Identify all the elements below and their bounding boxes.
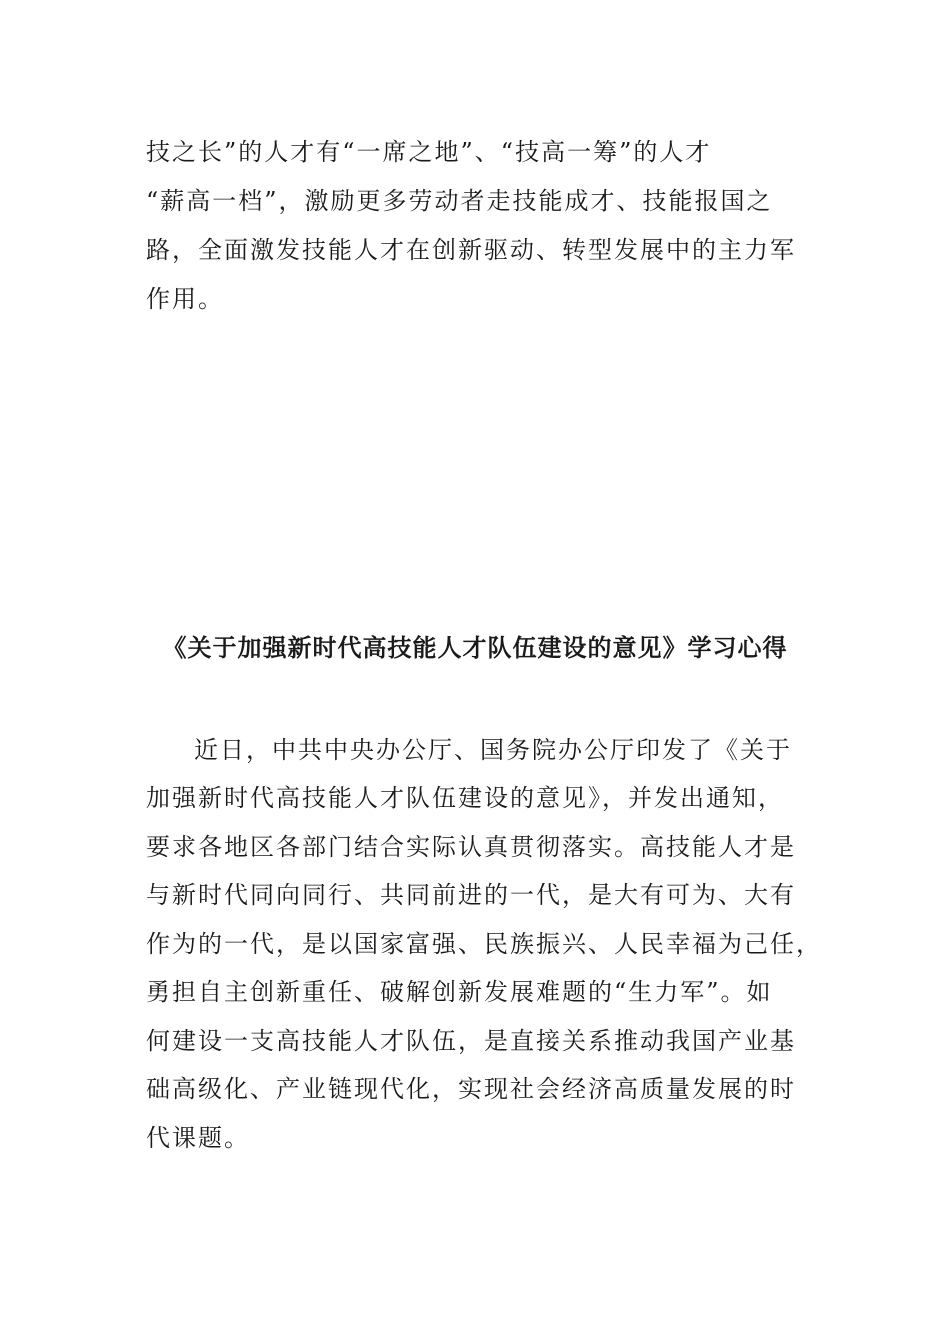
text-line: 作为的一代，是以国家富强、民族振兴、人民幸福为己任， [146,930,822,958]
article-title: 《关于加强新时代高技能人才队伍建设的意见》学习心得 [162,634,788,662]
text-line: 代课题。 [146,1124,250,1152]
text-line: 技之长”的人才有“一席之地”、“技高一筹”的人才 [146,138,712,166]
text-line: 近日，中共中央办公厅、国务院办公厅印发了《关于 [194,736,792,764]
text-line: 路，全面激发技能人才在创新驱动、转型发展中的主力军 [146,236,796,264]
text-line: 要求各地区各部门结合实际认真贯彻落实。高技能人才是 [146,833,796,861]
text-line: 与新时代同向同行、共同前进的一代，是大有可为、大有 [146,881,796,909]
text-line: “薪高一档”，激励更多劳动者走技能成才、技能报国之 [146,187,773,215]
text-line: 何建设一支高技能人才队伍，是直接关系推动我国产业基 [146,1027,796,1055]
text-line: 勇担自主创新重任、破解创新发展难题的“生力军”。如 [146,978,773,1006]
text-line: 加强新时代高技能人才队伍建设的意见》，并发出通知， [146,784,784,812]
text-line: 础高级化、产业链现代化，实现社会经济高质量发展的时 [146,1075,796,1103]
text-line: 作用。 [146,285,224,313]
